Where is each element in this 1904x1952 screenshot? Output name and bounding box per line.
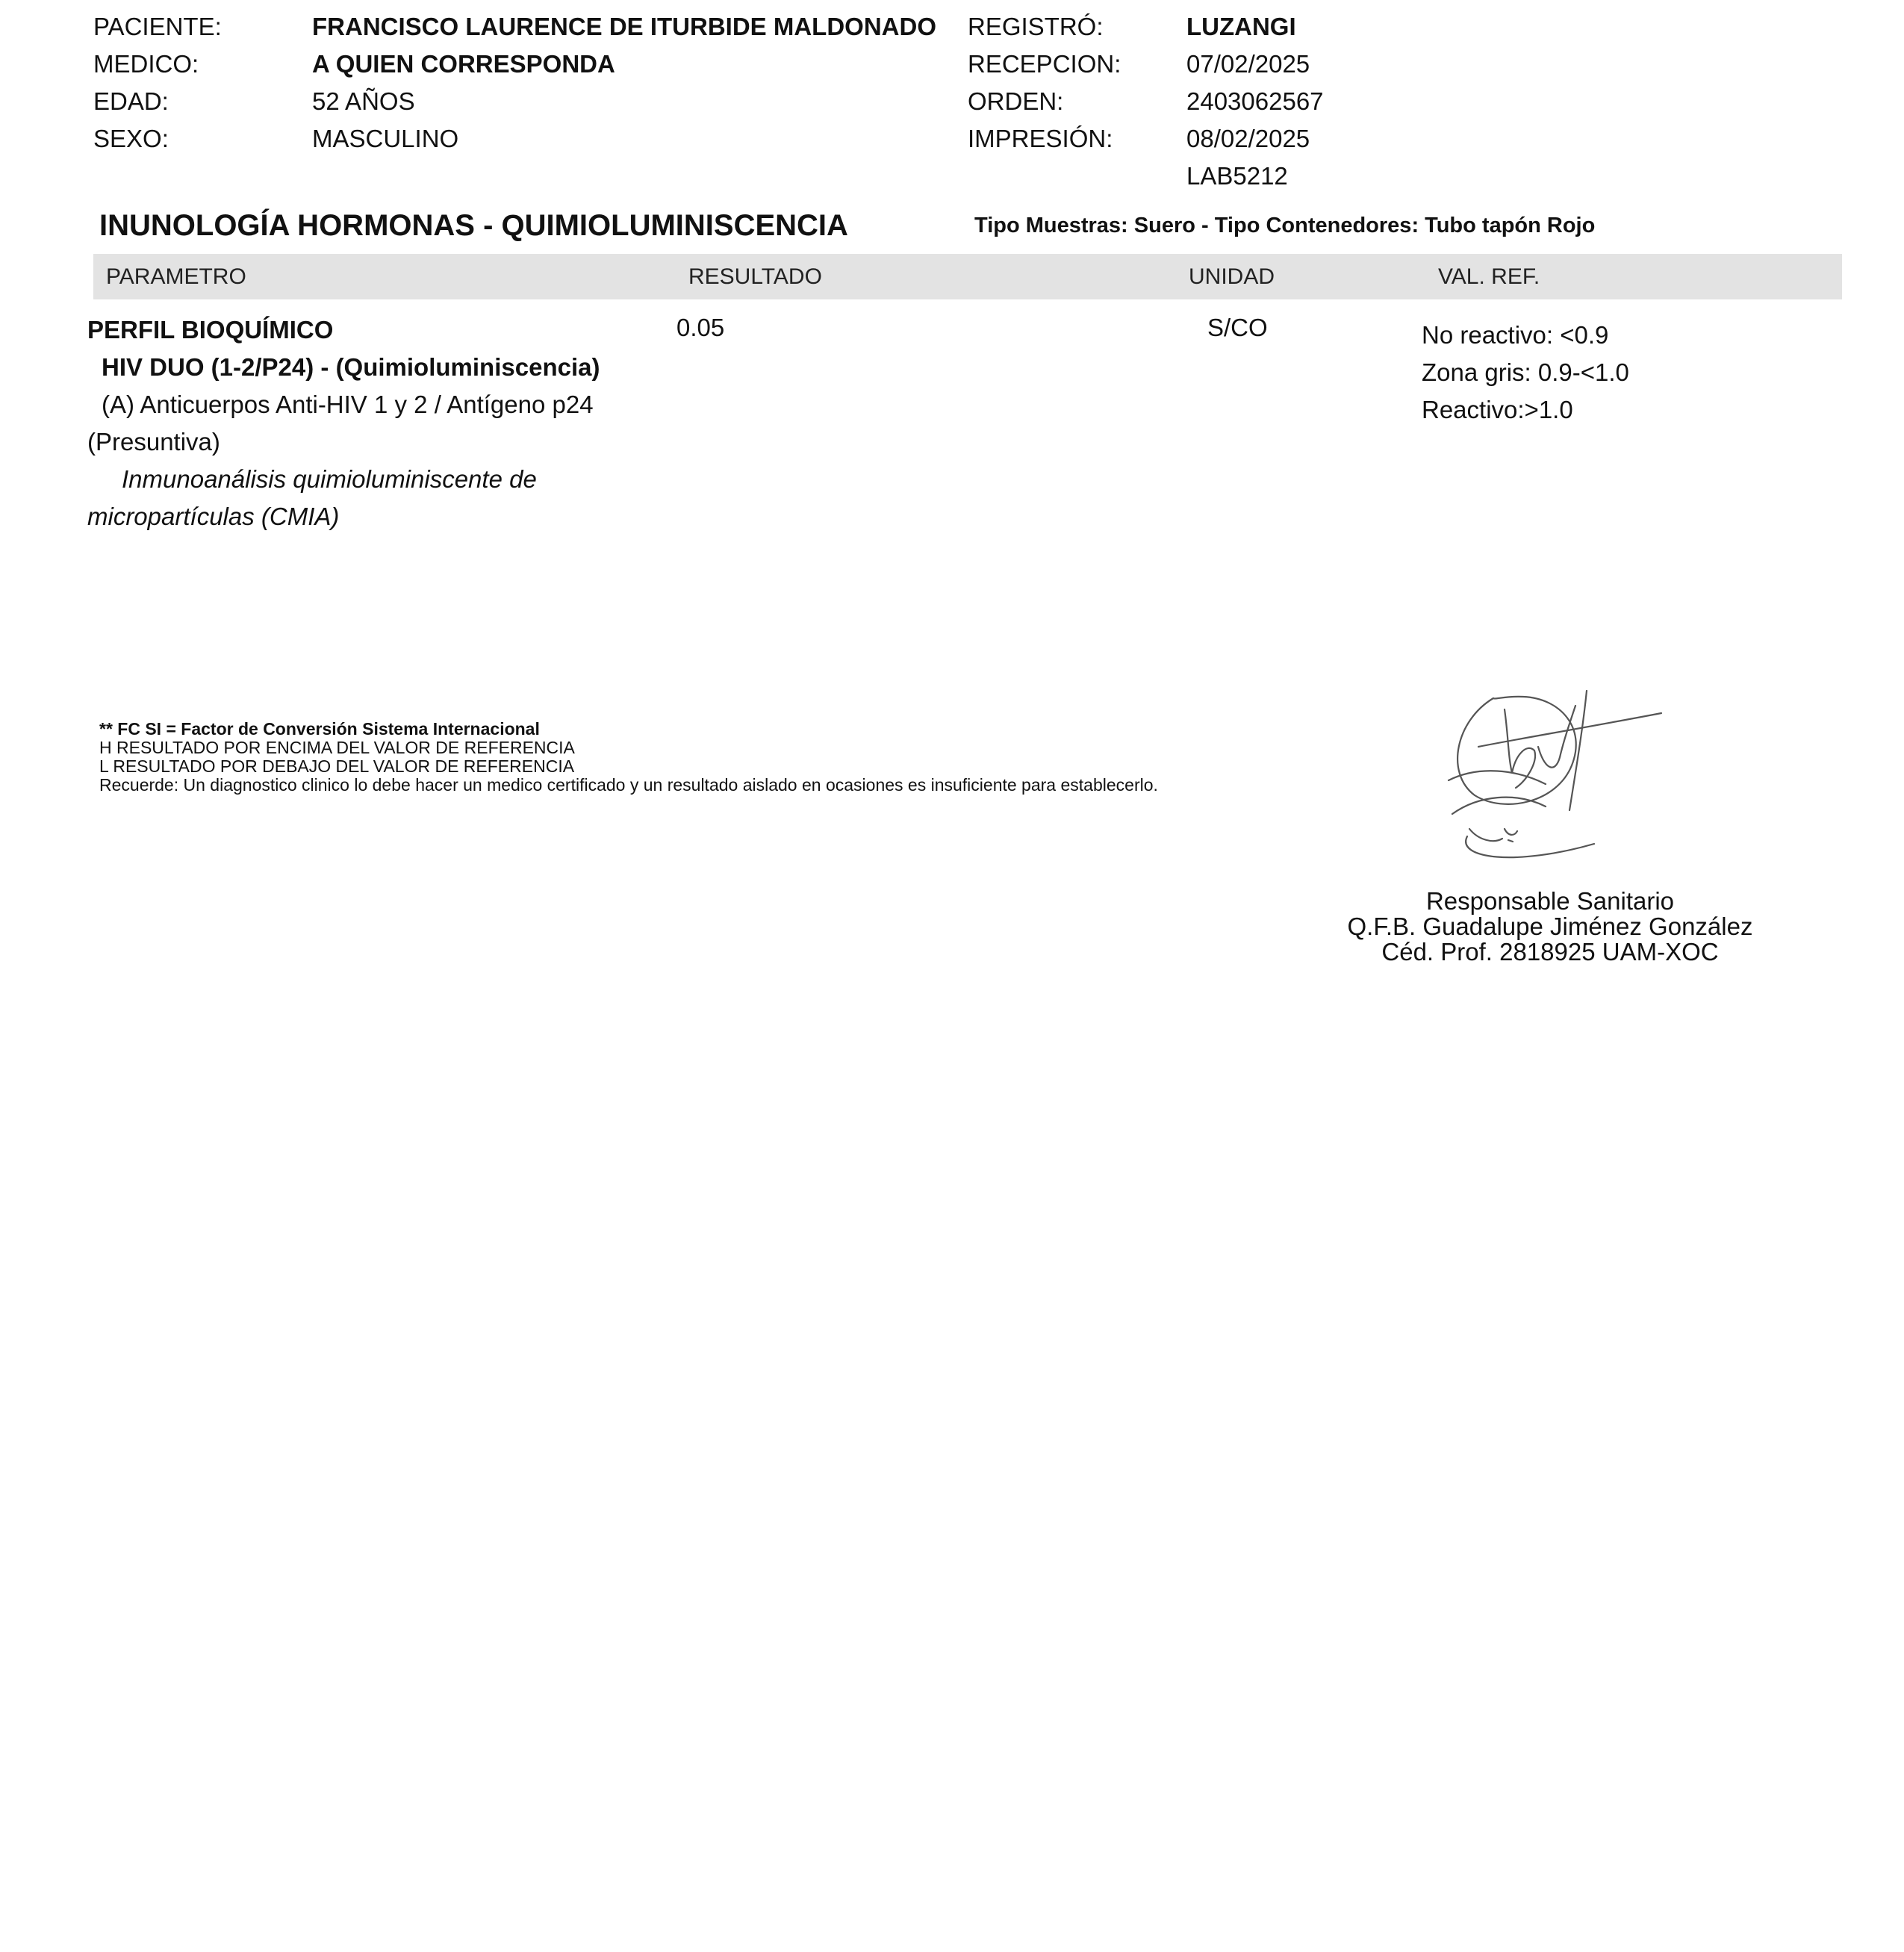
sex-label: SEXO: xyxy=(93,125,169,152)
footnote-disclaimer: Recuerde: Un diagnostico clinico lo debe hacer un medico certificado y un resultado aislado en ocasiones es insuficiente para establecerlo. xyxy=(99,775,1158,795)
reference-line-3: Reactivo:>1.0 xyxy=(1422,396,1573,423)
registered-by-value: LUZANGI xyxy=(1186,13,1296,40)
test-description-line-1: (A) Anticuerpos Anti-HIV 1 y 2 / Antígeno p24 xyxy=(102,391,594,418)
doctor-label: MEDICO: xyxy=(93,50,199,78)
reception-date: 07/02/2025 xyxy=(1186,50,1310,78)
column-header-result: RESULTADO xyxy=(688,264,822,289)
test-name: HIV DUO (1-2/P24) - (Quimioluminiscencia) xyxy=(102,353,600,381)
signature-license: Céd. Prof. 2818925 UAM-XOC xyxy=(1381,938,1719,966)
reference-line-2: Zona gris: 0.9-<1.0 xyxy=(1422,358,1629,386)
lab-code: LAB5212 xyxy=(1186,162,1288,190)
sample-info: Tipo Muestras: Suero - Tipo Contenedores: Tubo tapón Rojo xyxy=(974,214,1596,237)
method-line-2: micropartículas (CMIA) xyxy=(87,503,340,530)
table-header-bar xyxy=(93,254,1842,299)
reference-line-1: No reactivo: <0.9 xyxy=(1422,321,1609,349)
profile-group: PERFIL BIOQUÍMICO xyxy=(87,316,334,344)
section-title: INUNOLOGÍA HORMONAS - QUIMIOLUMINISCENCIA xyxy=(99,209,848,242)
column-header-reference: VAL. REF. xyxy=(1438,264,1540,289)
signature-image xyxy=(1434,676,1673,874)
column-header-unit: UNIDAD xyxy=(1189,264,1275,289)
order-number: 2403062567 xyxy=(1186,87,1324,115)
reception-label: RECEPCION: xyxy=(968,50,1121,78)
footnote-high: H RESULTADO POR ENCIMA DEL VALOR DE REFERENCIA xyxy=(99,738,575,757)
age-value: 52 AÑOS xyxy=(312,87,415,115)
column-header-parameter: PARAMETRO xyxy=(106,264,246,289)
registered-by-label: REGISTRÓ: xyxy=(968,13,1104,40)
order-label: ORDEN: xyxy=(968,87,1064,115)
print-label: IMPRESIÓN: xyxy=(968,125,1113,152)
result-value: 0.05 xyxy=(676,314,725,341)
method-line-1: Inmunoanálisis quimioluminiscente de xyxy=(122,465,537,493)
test-description-line-2: (Presuntiva) xyxy=(87,428,220,456)
signature-name: Q.F.B. Guadalupe Jiménez González xyxy=(1347,913,1753,940)
doctor-name: A QUIEN CORRESPONDA xyxy=(312,50,615,78)
patient-label: PACIENTE: xyxy=(93,13,222,40)
print-date: 08/02/2025 xyxy=(1186,125,1310,152)
footnote-low: L RESULTADO POR DEBAJO DEL VALOR DE REFERENCIA xyxy=(99,756,575,776)
sex-value: MASCULINO xyxy=(312,125,459,152)
patient-name: FRANCISCO LAURENCE DE ITURBIDE MALDONADO xyxy=(312,13,936,40)
age-label: EDAD: xyxy=(93,87,169,115)
signature-role: Responsable Sanitario xyxy=(1425,887,1675,915)
footnote-fc-si: ** FC SI = Factor de Conversión Sistema Internacional xyxy=(99,719,540,739)
unit-value: S/CO xyxy=(1207,314,1268,341)
